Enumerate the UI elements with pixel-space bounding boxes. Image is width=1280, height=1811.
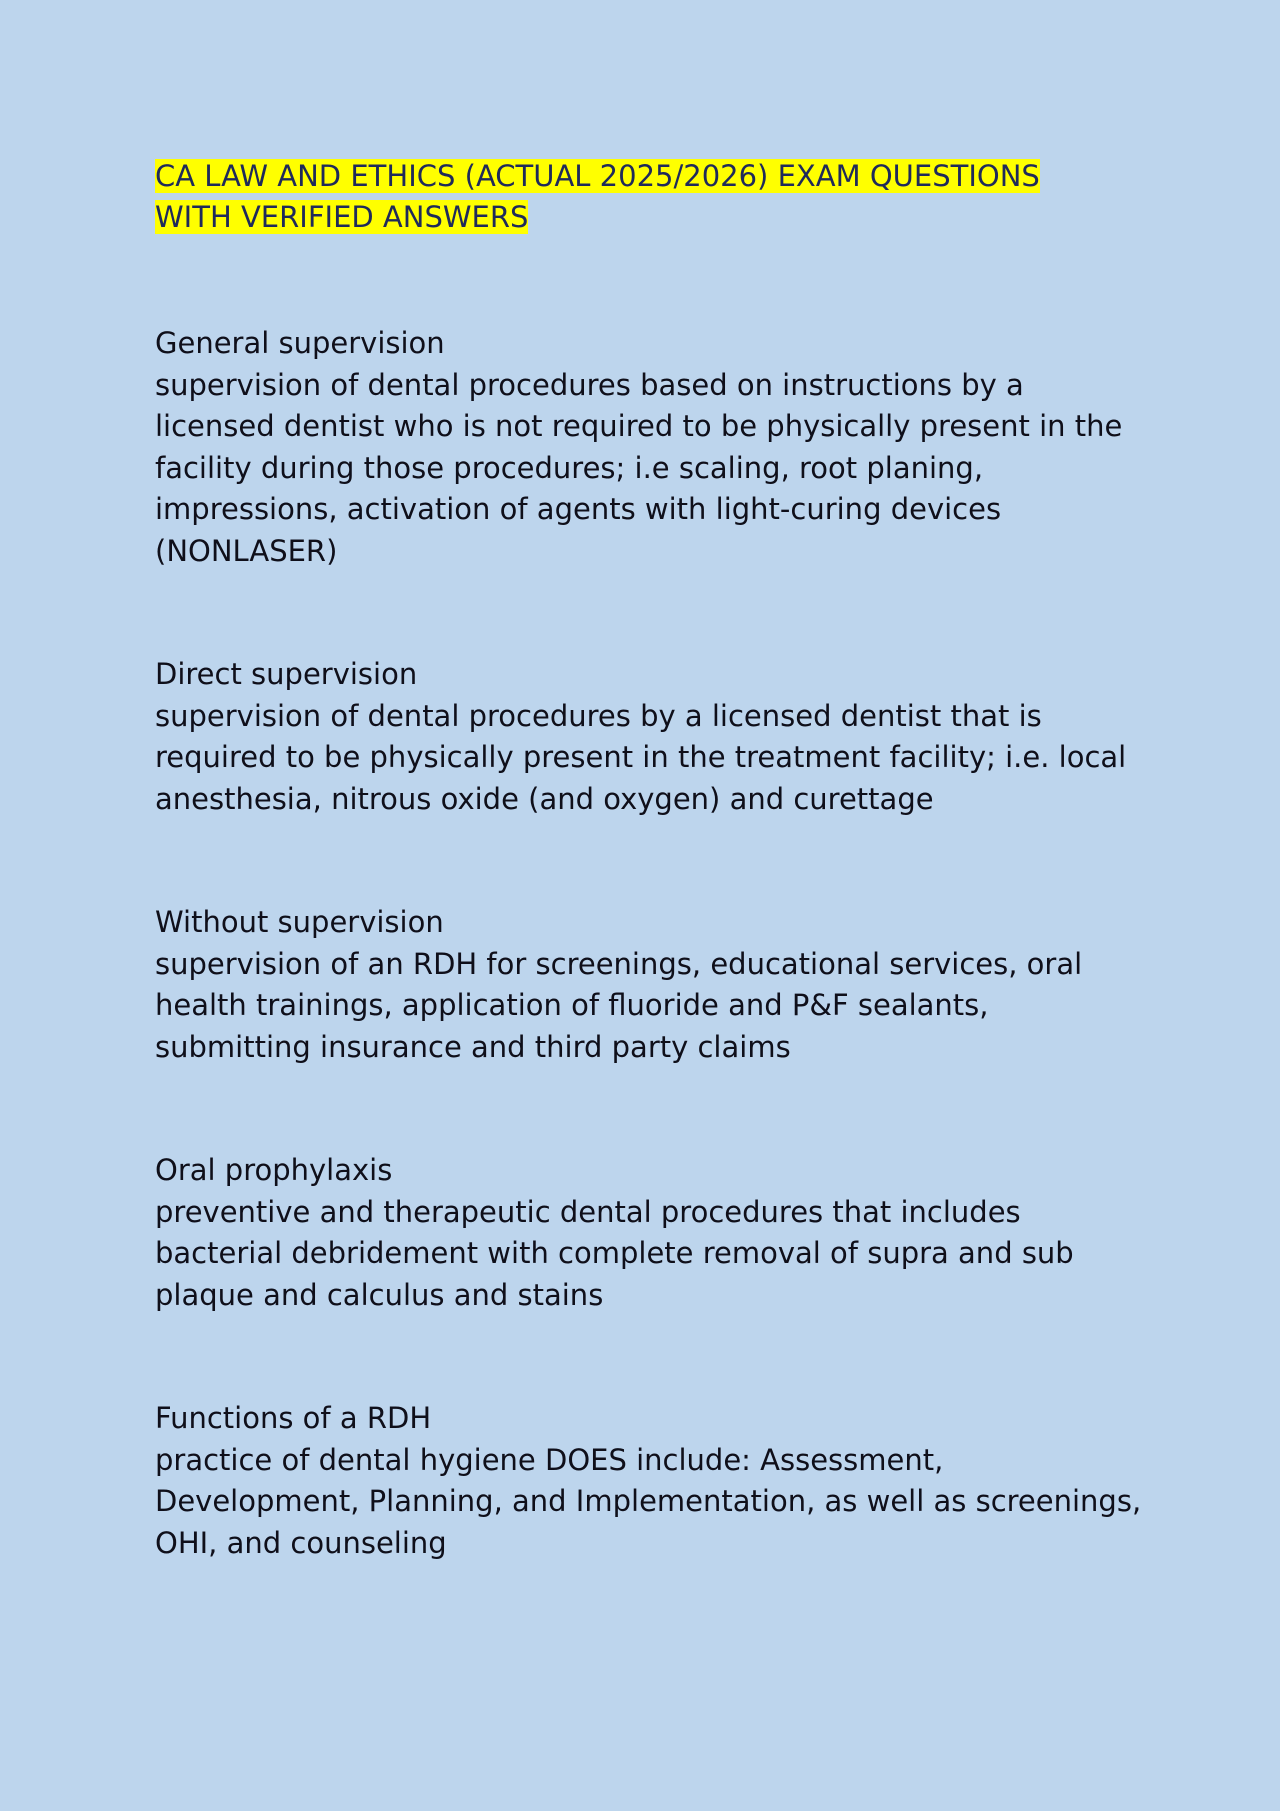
flashcard-definition: practice of dental hygiene DOES include: Assessment, Development, Planning, and Implementation, as well as screenings, OHI, and counseling: [155, 1442, 1142, 1560]
document-title-text: CA LAW AND ETHICS (ACTUAL 2025/2026) EXAM QUESTIONS WITH VERIFIED ANSWERS: [155, 159, 1040, 234]
flashcard-entry: [155, 1398, 1160, 1564]
flashcard-definition: supervision of dental procedures by a licensed dentist that is required to be physically present in the treatment facility; i.e. local anesthesia, nitrous oxide (and oxygen) and curettage: [155, 698, 1127, 816]
flashcard-entry: [155, 323, 1160, 572]
flashcard-term: Without supervision: [155, 905, 444, 939]
flashcard-entry: [155, 1150, 1160, 1316]
flashcard-term: Direct supervision: [155, 657, 418, 691]
document-title: [155, 156, 1115, 238]
flashcard-term: General supervision: [155, 326, 445, 360]
flashcard-term: Oral prophylaxis: [155, 1153, 393, 1187]
flashcard-definition: supervision of an RDH for screenings, educational services, oral health trainings, application of fluoride and P&F sealants, submitting insurance and third party claims: [155, 946, 1083, 1064]
flashcard-definition: preventive and therapeutic dental procedures that includes bacterial debridement with complete removal of supra and sub plaque and calculus and stains: [155, 1194, 1074, 1312]
flashcard-list: [155, 323, 1160, 1564]
flashcard-entry: [155, 902, 1160, 1068]
flashcard-entry: [155, 654, 1160, 820]
flashcard-term: Functions of a RDH: [155, 1401, 432, 1435]
flashcard-definition: supervision of dental procedures based on instructions by a licensed dentist who is not required to be physically present in the facility during those procedures; i.e scaling, root planing, impressions, activation of agents with light-curing devices (NONLASER): [155, 367, 1123, 568]
